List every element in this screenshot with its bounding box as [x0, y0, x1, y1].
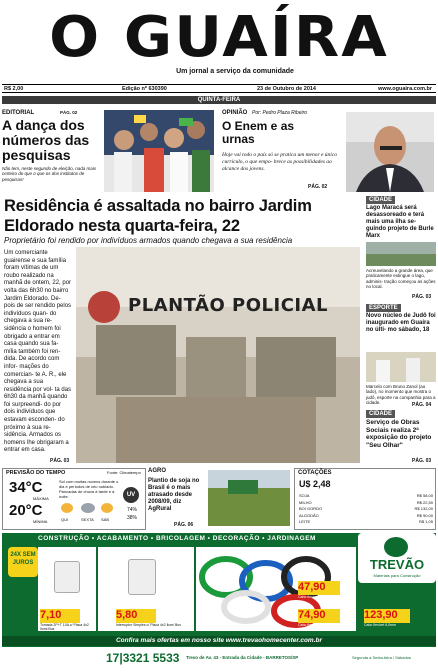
offer-price-4: 74,90: [298, 609, 340, 623]
ad-brand: TREVÃO: [369, 557, 425, 572]
editorial-teaser: Não tem, neste segundo de eleição, nada mais certeiro do que o que os dos institutos de pesquisas!: [2, 166, 97, 182]
judo-photo: [366, 352, 436, 382]
quote-value: R$ 58,00: [416, 493, 433, 498]
quote-name: BOI GORDO: [299, 506, 323, 511]
sidebar-headline-3[interactable]: Serviço de Obras Sociais realiza 2ª exposição do projeto "Seu Olhar": [366, 419, 432, 449]
quote-name: ALGODÃO: [299, 512, 319, 518]
date: 23 de Outubro de 2014: [257, 86, 316, 92]
dollar-value: U$ 2,48: [299, 479, 331, 489]
socket-icon: [54, 561, 80, 593]
sidebar-page-2: PÁG. 04: [412, 402, 432, 408]
agro-headline: Plantio de soja no Brasil é o mais atrasado desde 2008/09, diz AgRural: [148, 478, 200, 512]
opinion-page: PÁG. 02: [308, 184, 328, 190]
sidebar: [366, 196, 436, 466]
offer-price-3: 47,90: [298, 581, 340, 595]
crowd-illustration: [104, 110, 214, 192]
main-body: Um comerciante guairense e sua família foram vítimas de um roubo realizado na manhã de ontem, 22, por volta das 6h30 no bairro Jardim Eldorado. De- pois de ser rendido pelos indivíduos quan- do chegava a sua re- sidência o homem foi obrigado a entrar em casa quando sua fa- mília também foi ren- dida. De acordo com infor- mações do comercian- te A. R., ele chegava a sua residência por vol- ta das 6h30 da manhã quando foi surpreendi- do por dois indivíduos que estavam esconden- do próximo à sua re- sidência. Armados os homens lhe obrigaram a entrar em casa.: [4, 250, 72, 454]
masthead-info-bar: [2, 84, 436, 93]
humidity: 74%: [127, 507, 138, 513]
offer-desc-1: Tomada 2P+T 10A c/ Placa 4x2 Ilumi Bus: [40, 623, 89, 631]
ad-address: Trevo de Av. 43 - Entrada da Cidade - BARRETOS/SP: [186, 655, 299, 660]
weather-max: 34°C: [9, 479, 43, 496]
sidebar-headline-2[interactable]: Novo núcleo de Judô foi inaugurado em Guaíra no últi- mo sábado, 18: [366, 313, 436, 333]
ad-logo: [358, 533, 436, 583]
lake-photo: [366, 242, 436, 266]
offer-desc-5: Cabo flexível 6,0mm: [364, 623, 396, 627]
quote-value: R$ 22,50: [416, 499, 433, 505]
quote-value: R$ 132,00: [414, 506, 433, 511]
sidebar-page-3: PÁG. 03: [412, 458, 432, 464]
agro-label: AGRO: [148, 468, 166, 474]
offer-desc-3: Cabo flexível 2,5mm: [298, 595, 330, 599]
sidebar-label-2: ESPORTE: [366, 304, 401, 312]
sidebar-caption-1: Acreuvelando a grande área, que praticamente extingue o lago, adminis- tração começou as ações no local.: [366, 268, 436, 290]
weather-source: Fonte: Climatempo: [107, 470, 141, 475]
price: R$ 2,00: [4, 86, 24, 92]
rain-chance: 38%: [127, 515, 138, 521]
main-subhead: Proprietário foi rendido por indivíduos armados quando chegava a sua residência: [4, 236, 293, 245]
ad-badge: 24X SEM JUROS: [8, 547, 38, 577]
rain-icon: [81, 503, 95, 513]
advertisement[interactable]: [2, 533, 436, 670]
clover-icon: [384, 537, 408, 557]
ad-hours: Segunda a Sexta-feira / Sábados: [352, 655, 411, 660]
quote-value: R$ 90,00: [416, 512, 433, 518]
weather-min-label: MÍNIMA: [33, 519, 48, 524]
masthead-slogan: Um jornal a serviço da comunidade: [176, 68, 294, 75]
opinion-teaser: Hoje vai todo o país só se pratica um menor e único currículo, o que empo- brece as possibilidades ao alcance dos jovens.: [222, 152, 338, 172]
main-headline[interactable]: Residência é assaltada no bairro Jardim Eldorado nesta quarta-feira, 22: [4, 197, 312, 235]
police-station-illustration: [76, 247, 360, 463]
weather-max-label: MÁXIMA: [33, 496, 49, 501]
editorial-label: EDITORIAL: [2, 110, 35, 116]
weather-box: [2, 468, 146, 530]
portrait-illustration: [346, 112, 434, 192]
soy-field-photo: [208, 470, 290, 526]
quotes-box: [294, 468, 436, 530]
weather-label: PREVISÃO DO TEMPO: [6, 470, 66, 476]
sidebar-label-3: CIDADE: [366, 410, 395, 418]
ad-contact-bar: [2, 647, 436, 670]
police-station-photo: [76, 247, 360, 463]
sidebar-page-1: PÁG. 03: [412, 294, 432, 300]
weekday-bar: QUINTA-FEIRA: [2, 96, 436, 104]
sidebar-caption-2: Marcelo com Bruno Zanol (ao lado), no momento que mostra o judô, esporte na companhia para a cidade.: [366, 384, 436, 406]
ad-brand-sub: Materiais para Construção: [373, 573, 421, 578]
opinion-headline: O Enem e as urnas: [222, 119, 295, 146]
product-panel-2: [98, 547, 194, 631]
weather-day-1: QUI: [61, 517, 69, 522]
sun-cloud-icon-2: [101, 503, 113, 513]
editorial-page: PÁG. 02: [60, 110, 78, 115]
police-sign: PLANTÃO POLICIAL: [128, 295, 329, 316]
editorial-section[interactable]: [2, 110, 102, 190]
masthead: [0, 0, 438, 103]
weather-day-2: SEXTA: [81, 517, 94, 522]
crowd-photo: [104, 110, 214, 192]
agro-page: PÁG. 06: [174, 522, 194, 528]
main-page: PÁG. 03: [50, 458, 70, 464]
agro-section[interactable]: [148, 468, 290, 530]
portrait-photo: [346, 112, 434, 192]
quote-name: MILHO: [299, 499, 312, 505]
opinion-label: OPINIÃO: [222, 110, 248, 116]
opinion-section[interactable]: [218, 110, 344, 192]
ad-phone[interactable]: 17|3321 5533: [106, 651, 180, 665]
offer-desc-2: Interruptor Simples c/ Placa 4x2 Ilumi Bus: [116, 623, 181, 627]
sun-cloud-icon-1: [61, 503, 73, 513]
quote-row: [299, 493, 433, 526]
quote-value: R$ 1,05: [418, 519, 433, 524]
switch-icon: [128, 559, 156, 595]
site[interactable]: www.oguaira.com.br: [378, 86, 432, 92]
weather-min: 20°C: [9, 502, 43, 519]
editorial-headline: A dança dos números das pesquisas: [2, 117, 90, 163]
sidebar-label-1: CIDADE: [366, 196, 395, 204]
masthead-title: O GUAÍRA: [49, 5, 389, 70]
ad-banner: CONSTRUÇÃO • ACABAMENTO • BRICOLAGEM • DECORAÇÃO • JARDINAGEM: [38, 535, 316, 542]
quote-name: SOJA: [299, 493, 310, 498]
weather-day-3: SÁB: [101, 517, 110, 522]
opinion-byline: Por: Pedro Plaza Ribeiro: [252, 110, 308, 116]
edition: Edição nº 630390: [122, 86, 167, 92]
product-panel-1: [38, 547, 96, 631]
uv-badge: UV: [123, 487, 139, 503]
offer-price-5: 123,90: [364, 609, 410, 623]
weather-text: Sol com muitas nuvens durante o dia e períodos de céu nublado. Pancadas de chuva à tarde e à noite.: [59, 479, 119, 499]
quotes-label: COTAÇÕES: [298, 470, 332, 476]
sidebar-headline-1[interactable]: Lago Maracá será desassoreado e terá mais uma ilha se- guindo projeto de Burle Marx: [366, 205, 434, 239]
offer-desc-4: Cabo flexível 4,0mm: [298, 623, 330, 627]
offer-price-1: 7,10: [40, 609, 80, 623]
ad-footer[interactable]: Confira mais ofertas em nosso site www.trevaohomecenter.com.br: [2, 636, 436, 646]
offer-price-2: 5,80: [116, 609, 156, 623]
quote-name: LEITE: [299, 519, 311, 524]
